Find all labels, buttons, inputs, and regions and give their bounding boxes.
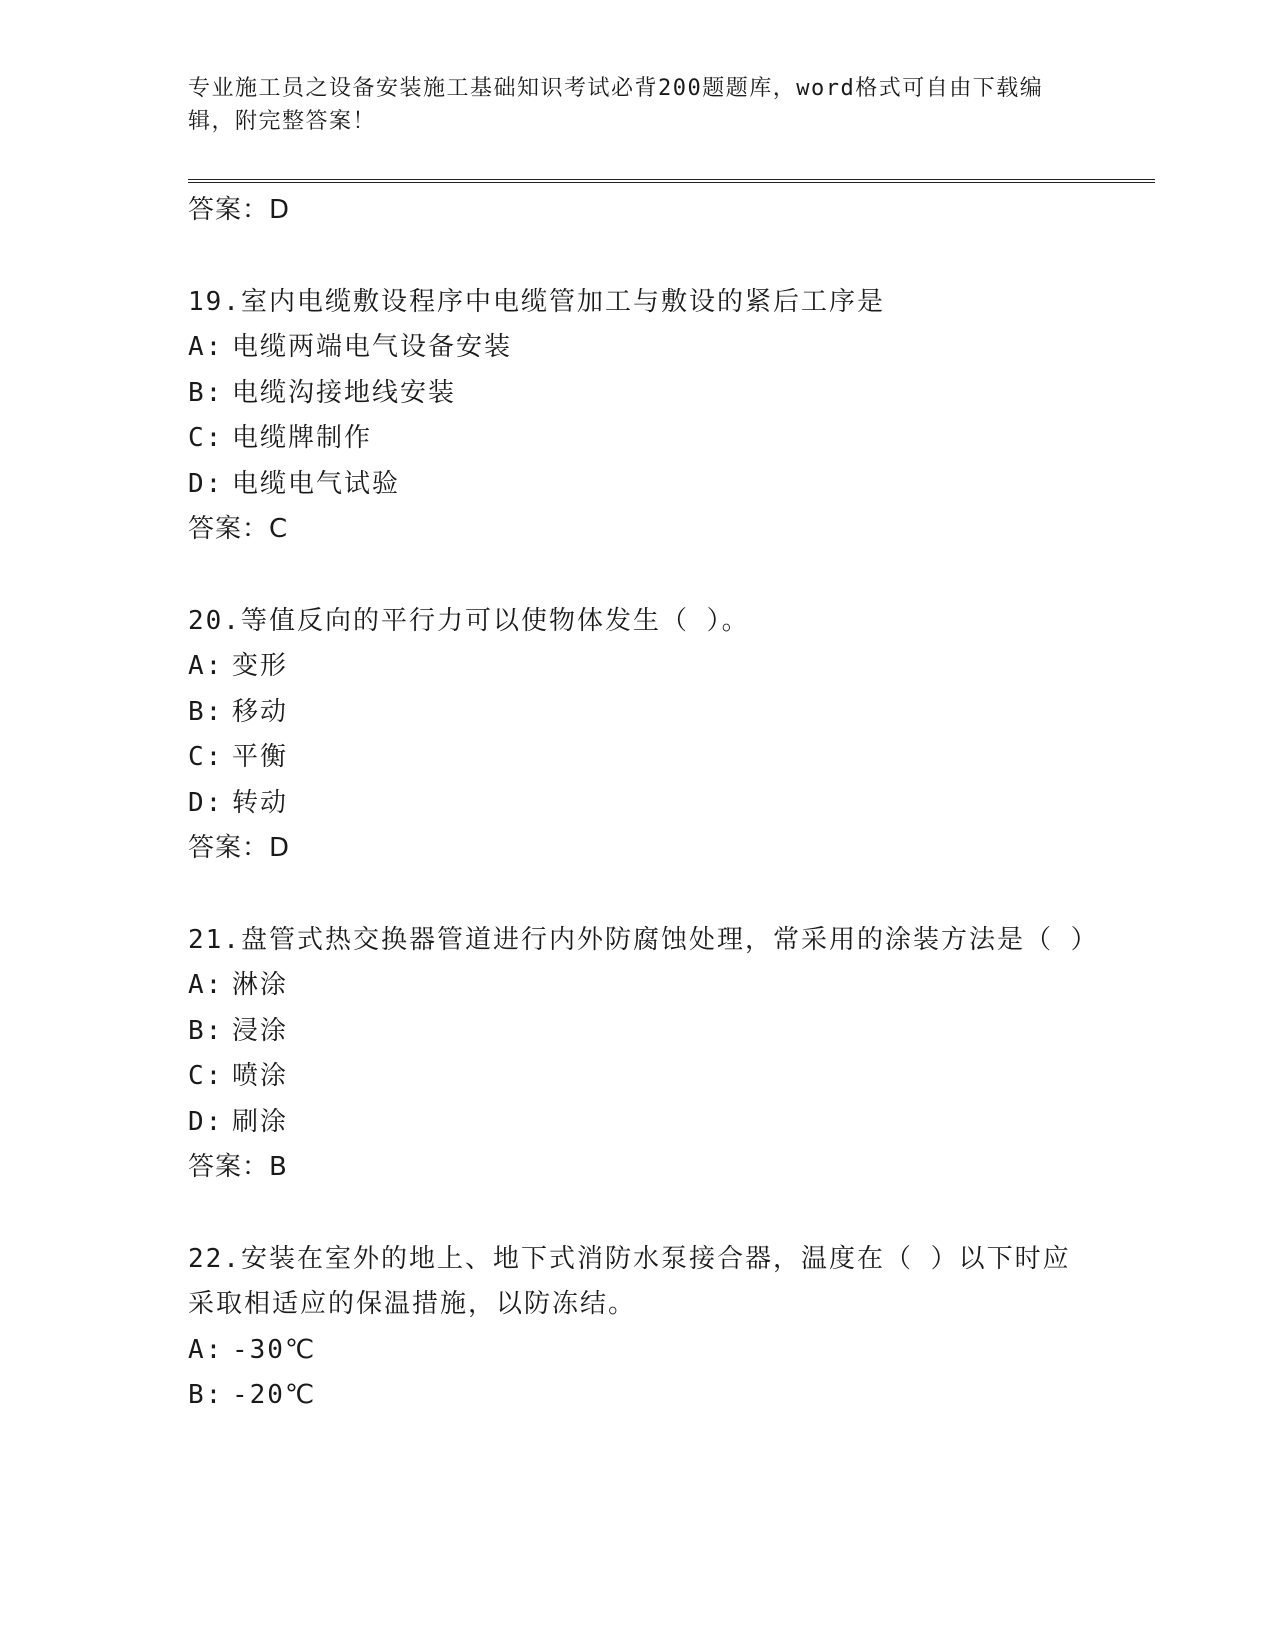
answer: 答案：D	[188, 833, 291, 863]
option-text: 淋涂	[232, 970, 289, 1000]
option-key: A:	[188, 1334, 224, 1365]
option-b	[188, 1373, 1088, 1419]
option-key: B:	[188, 1015, 224, 1046]
question-21	[188, 918, 1099, 1191]
option-text: 平衡	[232, 742, 289, 772]
option-key: D:	[188, 787, 224, 818]
option-key: C:	[188, 1061, 224, 1091]
option-text: 电缆两端电气设备安装	[232, 332, 513, 362]
option-key: A:	[188, 970, 224, 1000]
option-b	[188, 690, 1088, 736]
option-text: 电缆牌制作	[232, 423, 373, 453]
option-key: C:	[188, 742, 224, 772]
question-20	[188, 599, 1088, 872]
page-header	[188, 72, 1088, 138]
option-text: -20℃	[232, 1380, 317, 1410]
option-text: 浸涂	[232, 1015, 289, 1046]
option-a	[188, 325, 1088, 371]
option-text: 移动	[232, 696, 289, 727]
document-body	[188, 188, 1099, 1419]
option-b	[188, 371, 1088, 417]
question-19	[188, 280, 1088, 553]
option-key: A:	[188, 332, 224, 362]
option-text: 变形	[232, 651, 289, 681]
option-text: 刷涂	[232, 1106, 289, 1137]
option-a	[188, 1328, 1088, 1374]
answer: 答案：B	[188, 1152, 288, 1182]
option-d	[188, 781, 1088, 827]
option-key: D:	[188, 468, 224, 499]
option-c	[188, 1054, 1088, 1100]
option-b	[188, 1009, 1088, 1055]
option-key: C:	[188, 423, 224, 453]
option-key: B:	[188, 1380, 224, 1410]
option-key: D:	[188, 1106, 224, 1137]
document-title: 专业施工员之设备安装施工基础知识考试必背200题题库，word格式可自由下载编辑，附完整答案！	[188, 76, 1044, 134]
question-text: 19.室内电缆敷设程序中电缆管加工与敷设的紧后工序是	[188, 286, 885, 317]
option-a	[188, 644, 1088, 690]
option-text: 转动	[232, 787, 289, 818]
question-text: 20.等值反向的平行力可以使物体发生（ ）。	[188, 605, 750, 636]
option-a	[188, 963, 1088, 1009]
option-d	[188, 462, 1088, 508]
option-text: 电缆沟接地线安装	[232, 377, 457, 408]
option-key: B:	[188, 377, 224, 408]
option-text: 电缆电气试验	[232, 468, 401, 499]
answer: 答案：C	[188, 514, 289, 544]
header-divider	[188, 179, 1155, 183]
option-d	[188, 1100, 1088, 1146]
option-c	[188, 735, 1088, 781]
previous-answer: 答案：D	[188, 195, 291, 225]
option-key: A:	[188, 651, 224, 681]
option-text: 喷涂	[232, 1061, 289, 1091]
option-c	[188, 416, 1088, 462]
option-text: -30℃	[232, 1334, 317, 1365]
option-key: B:	[188, 696, 224, 727]
question-text: 21.盘管式热交换器管道进行内外防腐蚀处理，常采用的涂装方法是（ ）	[188, 924, 1099, 955]
question-text: 22.安装在室外的地上、地下式消防水泵接合器，温度在（ ）以下时应采取相适应的保温措施，以防冻结。	[188, 1243, 1071, 1319]
question-22	[188, 1237, 1088, 1419]
